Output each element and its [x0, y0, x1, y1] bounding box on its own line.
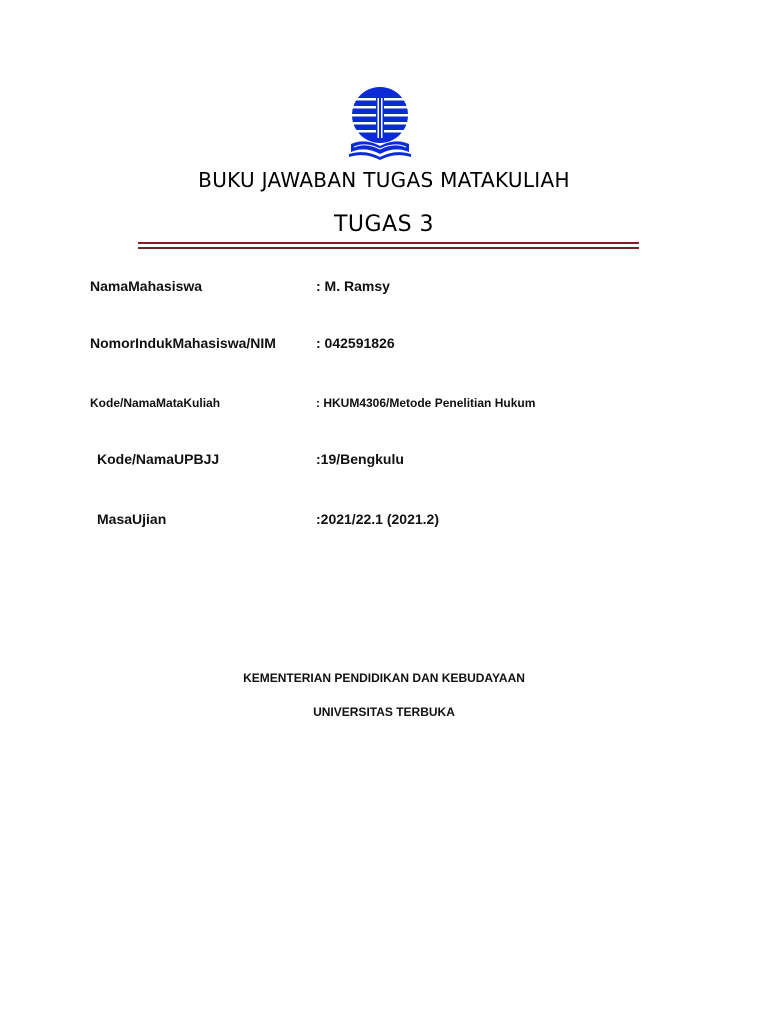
field-label-nim: NomorIndukMahasiswa/NIM — [90, 335, 276, 351]
field-label-masaujian: MasaUjian — [97, 511, 167, 527]
field-label-nama: NamaMahasiswa — [90, 278, 203, 294]
footer-ministry: KEMENTERIAN PENDIDIKAN DAN KEBUDAYAAN — [243, 671, 525, 685]
field-value-upbjj: :19/Bengkulu — [316, 451, 404, 467]
field-value-masaujian: :2021/22.1 (2021.2) — [316, 511, 439, 527]
field-value-nama: : M. Ramsy — [316, 278, 390, 294]
document-title: BUKU JAWABAN TUGAS MATAKULIAH — [198, 168, 570, 192]
field-value-matakuliah: : HKUM4306/Metode Penelitian Hukum — [316, 396, 536, 410]
document-subtitle: TUGAS 3 — [333, 212, 435, 237]
title-rule-top — [138, 242, 639, 244]
field-label-matakuliah: Kode/NamaMataKuliah — [90, 396, 221, 410]
field-label-upbjj: Kode/NamaUPBJJ — [97, 451, 220, 467]
universitas-terbuka-logo — [347, 86, 413, 160]
field-value-nim: : 042591826 — [316, 335, 395, 351]
title-rule-bottom — [138, 247, 639, 249]
footer-university: UNIVERSITAS TERBUKA — [313, 705, 455, 719]
